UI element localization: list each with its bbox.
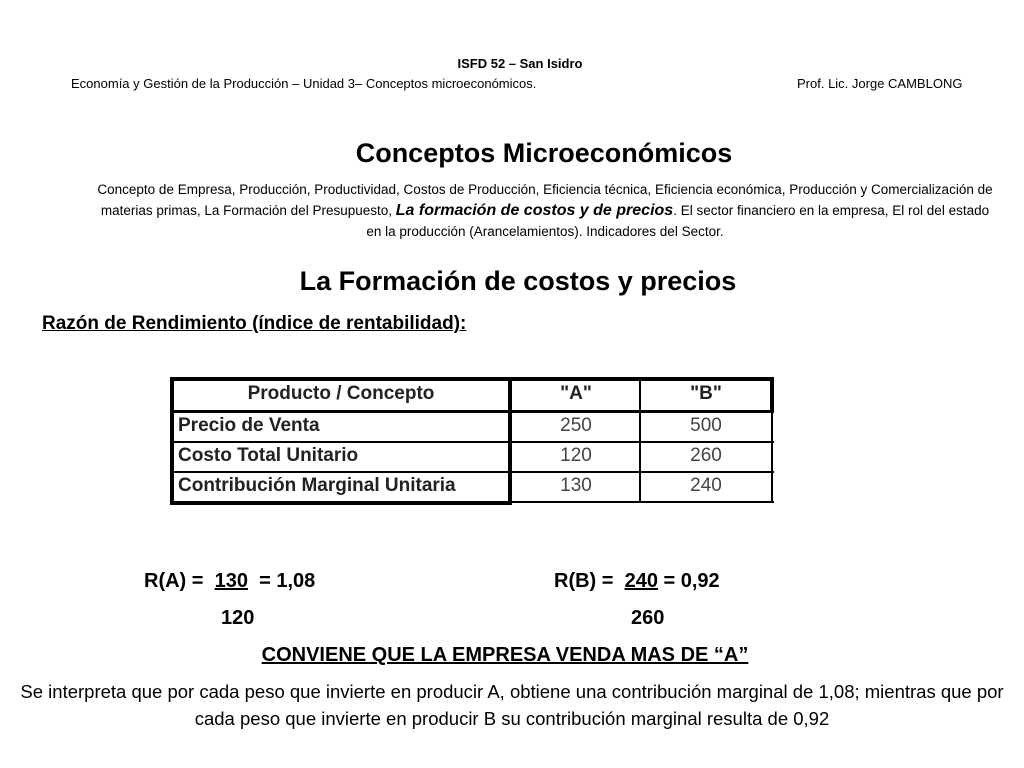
formula-b bbox=[554, 570, 720, 593]
subheading: Razón de Rendimiento (índice de rentabilidad): bbox=[42, 313, 467, 334]
table-header-concept: Producto / Concepto bbox=[247, 383, 435, 404]
table-border bbox=[771, 413, 773, 503]
table-cell-a: 130 bbox=[560, 475, 592, 496]
table-cell-a: 250 bbox=[560, 415, 592, 436]
formula-a-numerator: 130 bbox=[214, 570, 248, 592]
section-title: La Formación de costos y precios bbox=[299, 266, 737, 296]
table-border bbox=[170, 410, 774, 413]
table-border bbox=[512, 501, 774, 503]
table-row-label: Precio de Venta bbox=[178, 415, 320, 436]
table-header-a: "A" bbox=[560, 383, 592, 404]
formula-a-label: R(A) = bbox=[144, 570, 204, 592]
formula-a-denominator: 120 bbox=[221, 607, 255, 629]
formula-b-label: R(B) = bbox=[554, 570, 614, 592]
interpretation: Se interpreta que por cada peso que invierte en producir A, obtiene una contribución marginal de 1,08; mientras que por cada peso que invierte en producir B su contribución marginal resulta de 0,92 bbox=[20, 681, 1004, 729]
intro-paragraph bbox=[96, 179, 994, 242]
main-title: Conceptos Microeconómicos bbox=[355, 138, 733, 168]
table-border bbox=[170, 441, 774, 443]
cost-table bbox=[170, 377, 774, 505]
institution-header: ISFD 52 – San Isidro bbox=[457, 56, 583, 71]
table-border bbox=[508, 377, 512, 505]
formula-b-numerator: 240 bbox=[624, 570, 658, 592]
table-header-b: "B" bbox=[690, 383, 722, 404]
table-border bbox=[770, 377, 774, 413]
formula-a bbox=[144, 570, 315, 593]
intro-text-part2: . El sector financiero en la empresa, El rol del estado en la producción (Arancelamientos). Indicadores del Sector. bbox=[366, 203, 990, 239]
table-cell-b: 500 bbox=[690, 415, 722, 436]
conclusion: CONVIENE QUE LA EMPRESA VENDA MAS DE “A” bbox=[261, 644, 749, 666]
intro-text-part1: Concepto de Empresa, Producción, Productividad, Costos de Producción, Eficiencia técnica, Eficiencia económica, Producción y Comercialización de materias primas, La Formación del Presupuesto, bbox=[97, 182, 993, 218]
table-border bbox=[170, 377, 174, 505]
table-border bbox=[170, 501, 512, 505]
table-border bbox=[639, 377, 641, 503]
professor-header: Prof. Lic. Jorge CAMBLONG bbox=[797, 76, 963, 91]
formula-b-result: = 0,92 bbox=[663, 570, 720, 592]
table-border bbox=[170, 377, 774, 381]
table-row-label: Costo Total Unitario bbox=[178, 445, 359, 466]
table-cell-a: 120 bbox=[560, 445, 592, 466]
course-header: Economía y Gestión de la Producción – Unidad 3– Conceptos microeconómicos. bbox=[71, 76, 537, 91]
table-cell-b: 260 bbox=[690, 445, 722, 466]
intro-emphasis: La formación de costos y de precios bbox=[395, 202, 674, 219]
table-cell-b: 240 bbox=[690, 475, 722, 496]
formula-a-result: = 1,08 bbox=[259, 570, 316, 592]
table-border bbox=[170, 471, 774, 473]
table-row-label: Contribución Marginal Unitaria bbox=[178, 475, 456, 496]
formula-b-denominator: 260 bbox=[631, 607, 665, 629]
